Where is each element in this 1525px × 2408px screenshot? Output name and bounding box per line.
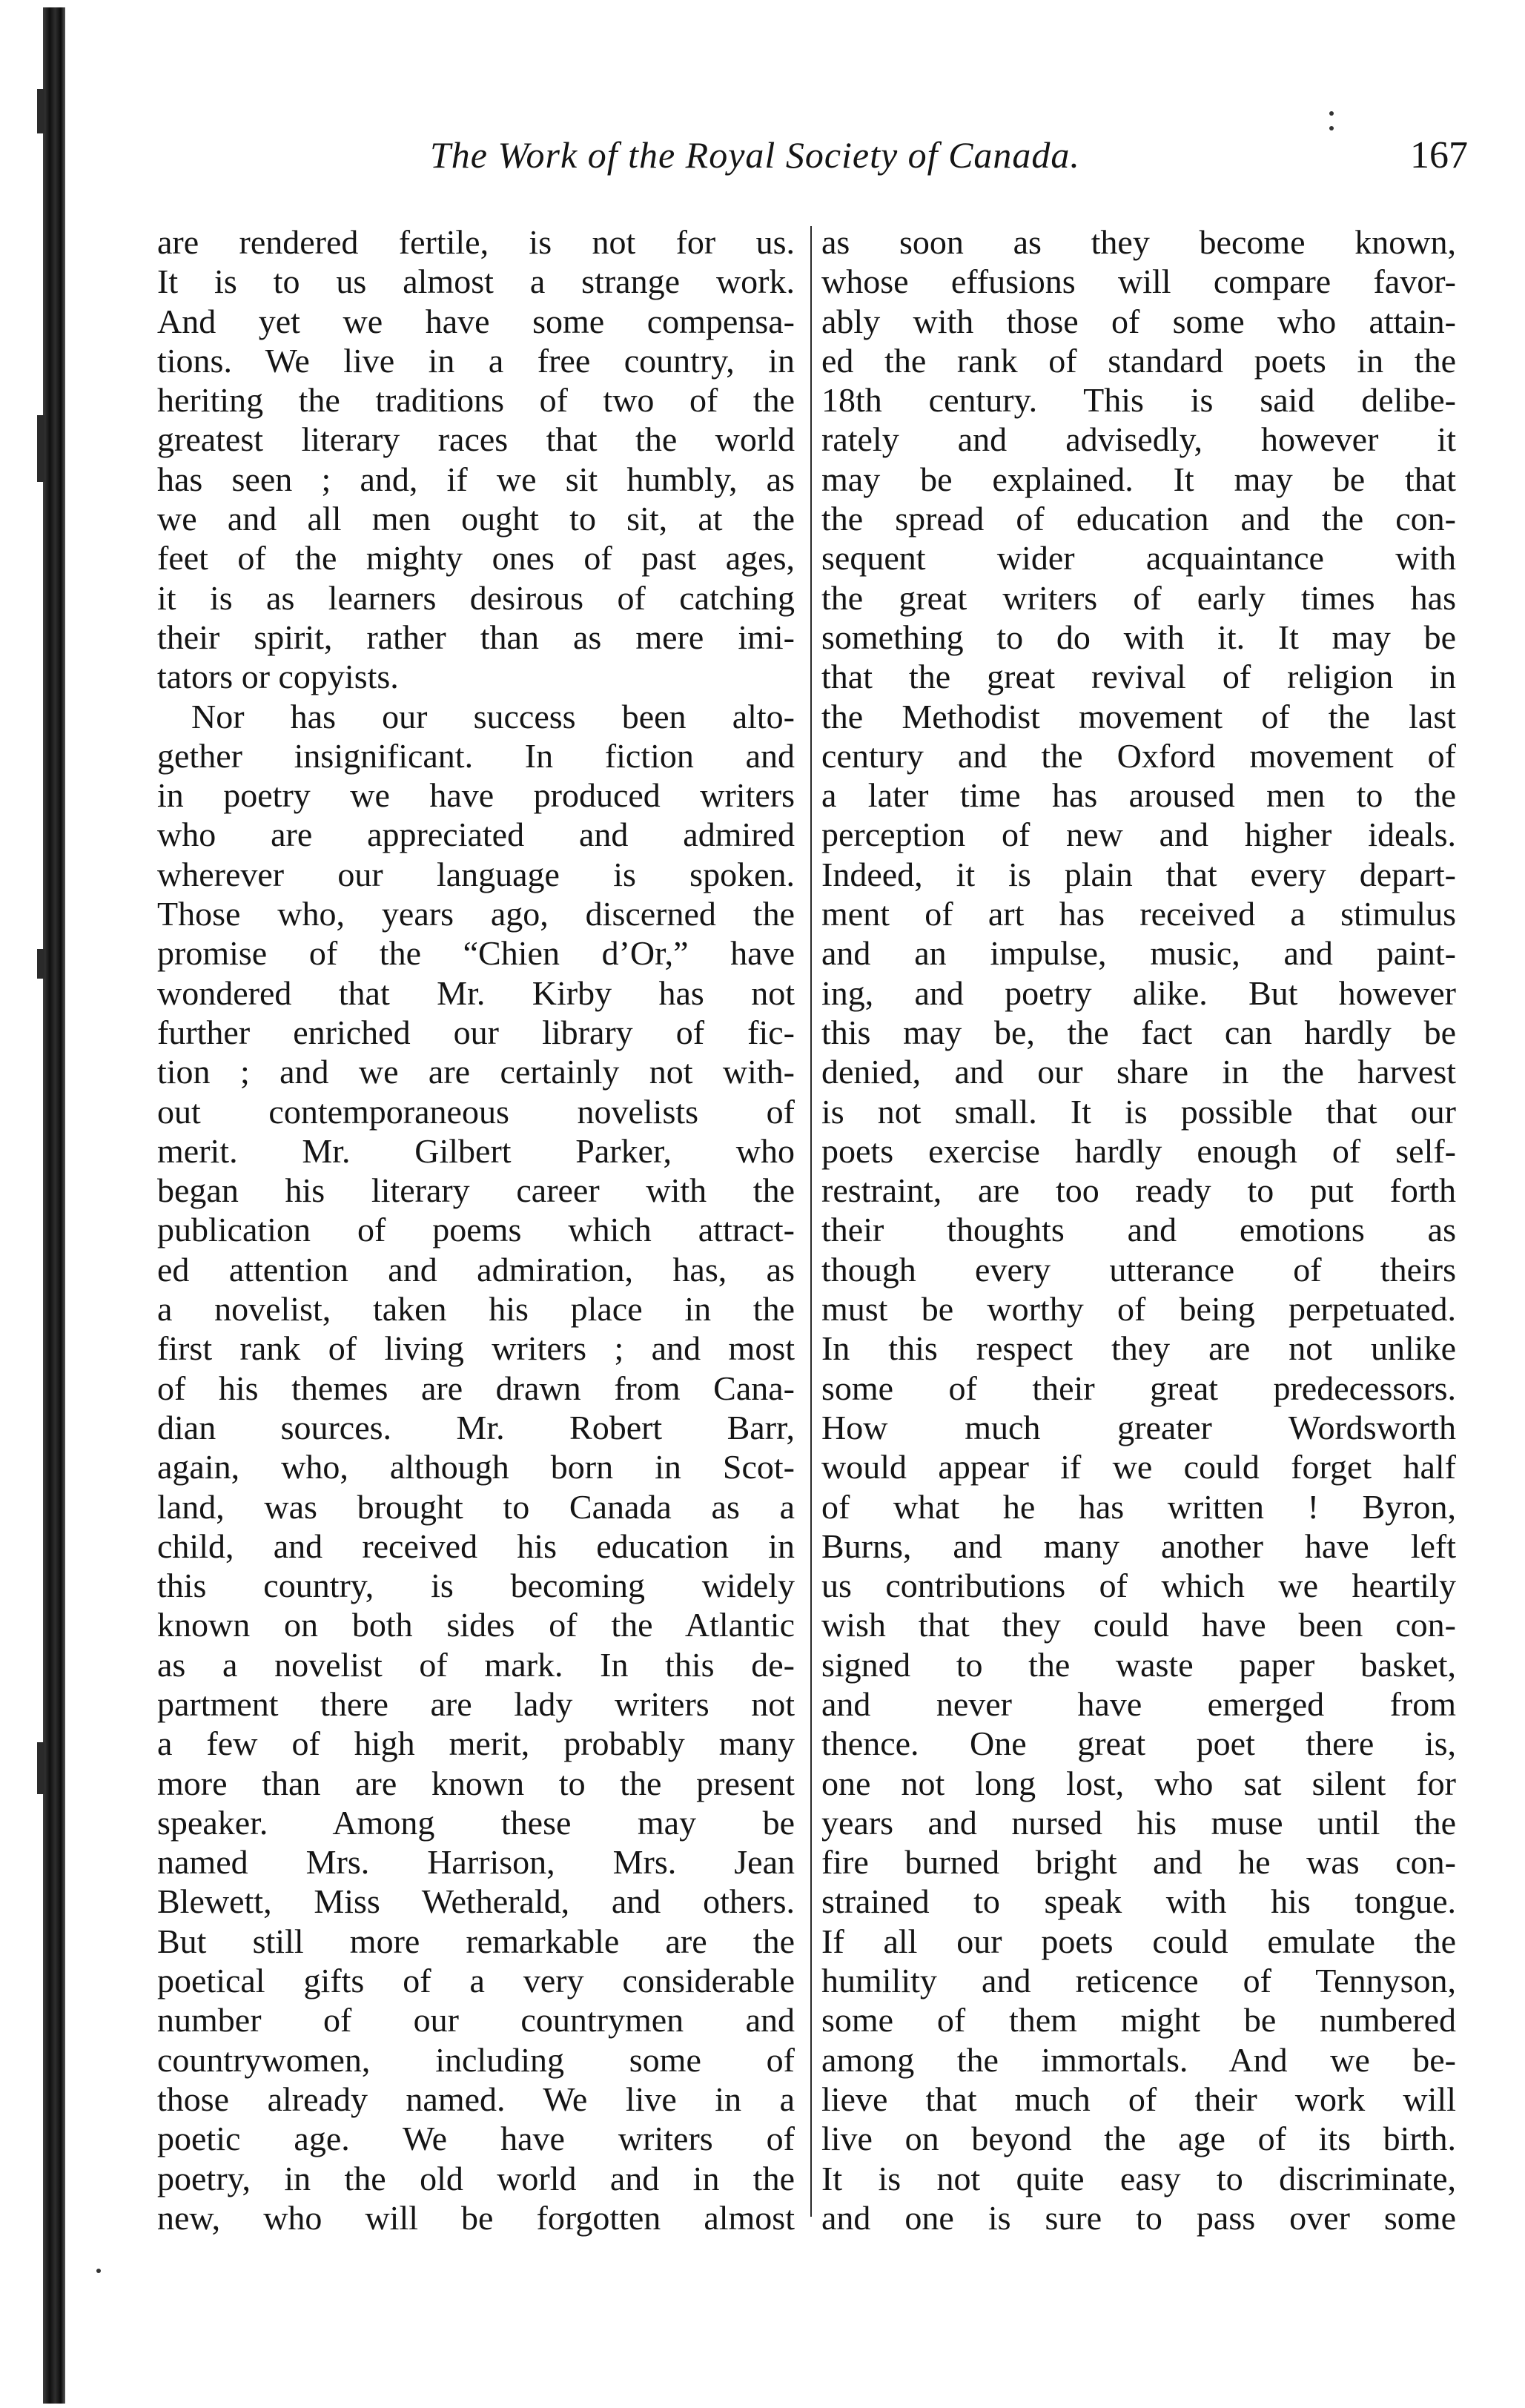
text-line: Indeed, it is plain that every depart- [821, 855, 1456, 893]
running-title: The Work of the Royal Society of Canada. [430, 134, 1080, 176]
text-line: us contributions of which we heartily [821, 1567, 1456, 1605]
text-line: ment of art has received a stimulus [821, 895, 1456, 933]
text-line: publication of poems which attract- [157, 1211, 795, 1249]
text-line: that the great revival of religion in [821, 658, 1456, 696]
text-line: and never have emerged from [821, 1684, 1456, 1723]
binding-speck [37, 89, 44, 133]
text-line: And yet we have some compensa- [157, 302, 795, 340]
text-line: a later time has aroused men to the [821, 776, 1456, 815]
text-line: Those who, years ago, discerned the [157, 895, 795, 933]
text-line: this country, is becoming widely [157, 1567, 795, 1605]
text-line: merit. Mr. Gilbert Parker, who [157, 1131, 795, 1170]
text-line: live on beyond the age of its birth. [821, 2120, 1456, 2158]
running-head [148, 133, 1468, 193]
text-line: denied, and our share in the harvest [821, 1053, 1456, 1091]
right-text-column [821, 222, 1456, 2237]
text-line: some of their great predecessors. [821, 1369, 1456, 1407]
text-line: number of our countrymen and [157, 2001, 795, 2040]
text-line: of what he has written ! Byron, [821, 1487, 1456, 1526]
text-line: something to do with it. It may be [821, 618, 1456, 656]
text-line: feet of the mighty ones of past ages, [157, 539, 795, 578]
text-line: again, who, although born in Scot- [157, 1448, 795, 1486]
text-line: poetical gifts of a very considerable [157, 1962, 795, 2000]
stray-print-mark [96, 2269, 101, 2273]
text-line: fire burned bright and he was con- [821, 1843, 1456, 1882]
text-line: dian sources. Mr. Robert Barr, [157, 1408, 795, 1446]
text-line: among the immortals. And we be- [821, 2040, 1456, 2079]
text-line: tion ; and we are certainly not with- [157, 1053, 795, 1091]
text-line: began his literary career with the [157, 1171, 795, 1210]
stray-print-mark [1329, 126, 1334, 130]
text-line: Burns, and many another have left [821, 1526, 1456, 1565]
text-line: the great writers of early times has [821, 578, 1456, 617]
text-line: century and the Oxford movement of [821, 736, 1456, 775]
text-line: perception of new and higher ideals. [821, 816, 1456, 854]
text-line: ed attention and admiration, has, as [157, 1250, 795, 1289]
binding-speck [37, 1742, 44, 1794]
text-line: ably with those of some who attain- [821, 302, 1456, 340]
text-line: rately and advisedly, however it [821, 420, 1456, 459]
text-line: years and nursed his muse until the [821, 1803, 1456, 1842]
text-line: land, was brought to Canada as a [157, 1487, 795, 1526]
binding-speck [37, 949, 44, 979]
text-line: new, who will be forgotten almost [157, 2198, 795, 2237]
paragraph-start-line: Nor has our success been alto- [191, 697, 795, 735]
stray-print-mark [1329, 111, 1334, 116]
text-line: and one is sure to pass over some [821, 2198, 1456, 2237]
column-divider [810, 226, 812, 2217]
text-line: lieve that much of their work will [821, 2080, 1456, 2118]
text-line: known on both sides of the Atlantic [157, 1606, 795, 1644]
text-line: It is not quite easy to discriminate, [821, 2159, 1456, 2197]
text-line: wondered that Mr. Kirby has not [157, 973, 795, 1012]
text-line: further enriched our library of fic- [157, 1013, 795, 1051]
text-line: promise of the “Chien d’Or,” have [157, 934, 795, 973]
text-line: those already named. We live in a [157, 2080, 795, 2118]
text-line: countrywomen, including some of [157, 2040, 795, 2079]
text-line: a novelist, taken his place in the [157, 1290, 795, 1329]
text-line: the spread of education and the con- [821, 500, 1456, 538]
text-line: we and all men ought to sit, at the [157, 500, 795, 538]
text-line: poets exercise hardly enough of self- [821, 1131, 1456, 1170]
text-line: poetry, in the old world and in the [157, 2159, 795, 2197]
text-line: If all our poets could emulate the [821, 1922, 1456, 1960]
text-line: of his themes are drawn from Cana- [157, 1369, 795, 1407]
text-line: some of them might be numbered [821, 2001, 1456, 2040]
page-binding-edge [0, 0, 68, 2408]
text-line: But still more remarkable are the [157, 1922, 795, 1960]
text-line: wish that they could have been con- [821, 1606, 1456, 1644]
text-line: greatest literary races that the world [157, 420, 795, 459]
text-line: in poetry we have produced writers [157, 776, 795, 815]
text-line: tions. We live in a free country, in [157, 341, 795, 380]
text-line: though every utterance of theirs [821, 1250, 1456, 1289]
text-line: the Methodist movement of the last [821, 697, 1456, 735]
text-line: one not long lost, who sat silent for [821, 1764, 1456, 1802]
text-line: wherever our language is spoken. [157, 855, 795, 893]
text-line: may be explained. It may be that [821, 460, 1456, 498]
text-line: who are appreciated and admired [157, 816, 795, 854]
text-line: ing, and poetry alike. But however [821, 973, 1456, 1012]
text-line: more than are known to the present [157, 1764, 795, 1802]
paragraph-end-line: tators or copyists. [157, 658, 399, 696]
text-line: In this respect they are not unlike [821, 1329, 1456, 1368]
text-line: has seen ; and, if we sit humbly, as [157, 460, 795, 498]
text-line: would appear if we could forget half [821, 1448, 1456, 1486]
text-line: their thoughts and emotions as [821, 1211, 1456, 1249]
text-line: partment there are lady writers not [157, 1684, 795, 1723]
text-line: is not small. It is possible that our [821, 1092, 1456, 1131]
text-line: restraint, are too ready to put forth [821, 1171, 1456, 1210]
text-line: How much greater Wordsworth [821, 1408, 1456, 1446]
text-line: named Mrs. Harrison, Mrs. Jean [157, 1843, 795, 1882]
text-line: and an impulse, music, and paint- [821, 934, 1456, 973]
text-line: this may be, the fact can hardly be [821, 1013, 1456, 1051]
text-line: signed to the waste paper basket, [821, 1645, 1456, 1684]
text-line: whose effusions will compare favor- [821, 262, 1456, 301]
page-number: 167 [1410, 134, 1468, 176]
text-line: It is to us almost a strange work. [157, 262, 795, 301]
text-line: are rendered fertile, is not for us. [157, 223, 795, 261]
text-line: a few of high merit, probably many [157, 1724, 795, 1763]
text-line: humility and reticence of Tennyson, [821, 1962, 1456, 2000]
text-line: as a novelist of mark. In this de- [157, 1645, 795, 1684]
text-line: ed the rank of standard poets in the [821, 341, 1456, 380]
binding-speck [37, 415, 44, 482]
text-line: it is as learners desirous of catching [157, 578, 795, 617]
left-text-column [157, 222, 795, 2237]
text-line: heriting the traditions of two of the [157, 381, 795, 420]
text-line: child, and received his education in [157, 1526, 795, 1565]
text-line: as soon as they become known, [821, 223, 1456, 261]
text-line: must be worthy of being perpetuated. [821, 1290, 1456, 1329]
text-line: sequent wider acquaintance with [821, 539, 1456, 578]
text-line: speaker. Among these may be [157, 1803, 795, 1842]
text-line: poetic age. We have writers of [157, 2120, 795, 2158]
text-line: first rank of living writers ; and most [157, 1329, 795, 1368]
text-line: gether insignificant. In fiction and [157, 736, 795, 775]
text-line: strained to speak with his tongue. [821, 1882, 1456, 1921]
text-line: their spirit, rather than as mere imi- [157, 618, 795, 656]
text-line: Blewett, Miss Wetherald, and others. [157, 1882, 795, 1921]
text-line: out contemporaneous novelists of [157, 1092, 795, 1131]
text-line: thence. One great poet there is, [821, 1724, 1456, 1763]
text-line: 18th century. This is said delibe- [821, 381, 1456, 420]
scanned-binding-shadow [43, 7, 65, 2404]
